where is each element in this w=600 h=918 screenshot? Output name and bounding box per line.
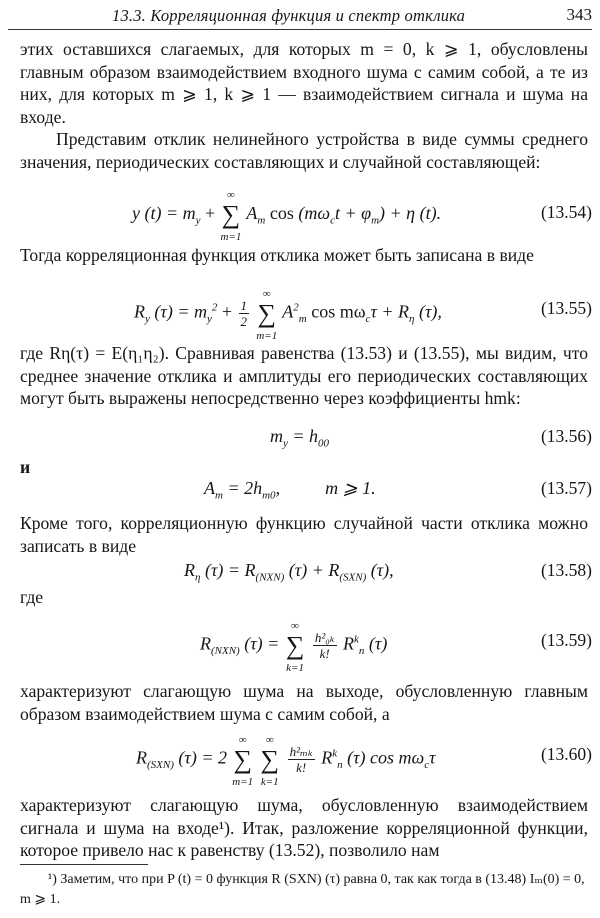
fraction: $\frac{1}{2}$: [240, 298, 248, 329]
sum-symbol: ∞ ∑ k=1: [285, 619, 305, 674]
paragraph-7: где: [20, 587, 44, 607]
footnote: ¹) Заметим, что при P (t) = 0 функция R (SXN) (τ) равна 0, так как тогда в (13.48) Iₘ(0) = 0, m ⩾ 1.: [20, 872, 585, 907]
equation-13-57: $A_m = 2h_{m0}$, m ⩾ 1. (13.57): [204, 478, 592, 502]
paragraph-4: где Rη(τ) = E(η₁η₂). Сравнивая равенства (13.53) и (13.55), мы видим, что среднее значение отклика и амплитуды его периодических составляющих могут быть выражены непосредственно через коэффициенты hmk:: [20, 343, 588, 408]
equation-13-55: $R_y$ $(\tau) = m_y^2$ + $\frac{1}{2}$ ∞ ∑ m=1 $A^2_m$ $\cos m\omega_c\tau + R_\eta$ (τ), (13.55): [134, 287, 592, 342]
equation-13-60: $R_{(SXN)}$ (τ) = 2 ∞ ∑ m=1 ∞ ∑ k=1 $\frac{\text{h²ₘₖ}}{k!}$ $R^k_n$ (τ) $\cos m\omega_c\tau$ (13.60): [136, 733, 592, 788]
sum-symbol: ∞ ∑ m=1: [256, 287, 278, 342]
paragraph-8: характеризуют слагающую шума на выходе, обусловленную главным образом взаимодействием шума с самим собой, а: [20, 681, 588, 724]
paragraph-5: и: [20, 457, 31, 477]
footnote-rule: [20, 864, 148, 865]
equation-number: (13.55): [540, 298, 592, 318]
paragraph-9: характеризуют слагающую шума, обусловленную взаимодействием сигнала и шума на входе¹). Итак, разложение корреляционной функции, которое привело нас к равенству (13.52), позволило нам: [20, 795, 588, 860]
fraction: $\frac{\text{h²₀ₖ}}{k!}$: [314, 630, 335, 661]
page-number: 343: [566, 5, 592, 24]
equation-number: (13.59): [540, 630, 592, 650]
page-header: [0, 4, 600, 30]
equation-number: (13.60): [540, 744, 592, 764]
running-title: 13.3. Корреляционная функция и спектр отклика: [112, 6, 466, 25]
sum-symbol: ∞ ∑ k=1: [260, 733, 280, 788]
paragraph-2: Представим отклик нелинейного устройства в виде суммы среднего значения, периодических составляющих и случайной составляющей:: [20, 129, 588, 172]
equation-number: (13.56): [540, 426, 592, 446]
header-rule: [8, 29, 592, 30]
paragraph-6: Кроме того, корреляционную функцию случайной части отклика можно записать в виде: [20, 513, 588, 556]
sum-symbol: ∞ ∑ m=1: [232, 733, 254, 788]
sum-symbol: ∞ ∑ m=1: [220, 189, 242, 243]
equation-13-54: y $(t) = m_y$ + ∞ ∑ m=1 $A_m$ $\cos (m\omega_ct + \varphi_m) + \eta$ (t). (13.54): [132, 189, 592, 243]
equation-13-56: $m_y = h_{00}$ (13.56): [270, 426, 592, 450]
equation-number: (13.57): [540, 478, 592, 498]
equation-13-58: $R_\eta$ $(\tau) = R_{(NXN)}$ $(\tau) + R_{(SXN)}$ (τ), (13.58): [184, 560, 592, 584]
paragraph-3: Тогда корреляционная функция отклика может быть записана в виде: [20, 245, 534, 265]
equation-number: (13.58): [540, 560, 592, 580]
equation-13-59: $R_{(NXN)}$ (τ) = ∞ ∑ k=1 $\frac{\text{h²₀ₖ}}{k!}$ $R^k_n$ (τ) (13.59): [200, 619, 592, 674]
fraction: $\frac{\text{h²ₘₖ}}{k!}$: [289, 744, 313, 775]
paragraph-1: этих оставшихся слагаемых, для которых m = 0, k ⩾ 1, обусловлены главным образом взаимодействием входного шума с самим собой, а те из них, для которых m ⩾ 1, k ⩾ 1 — взаимодействием сигнала и шума на входе.: [20, 39, 588, 127]
equation-number: (13.54): [540, 202, 592, 222]
